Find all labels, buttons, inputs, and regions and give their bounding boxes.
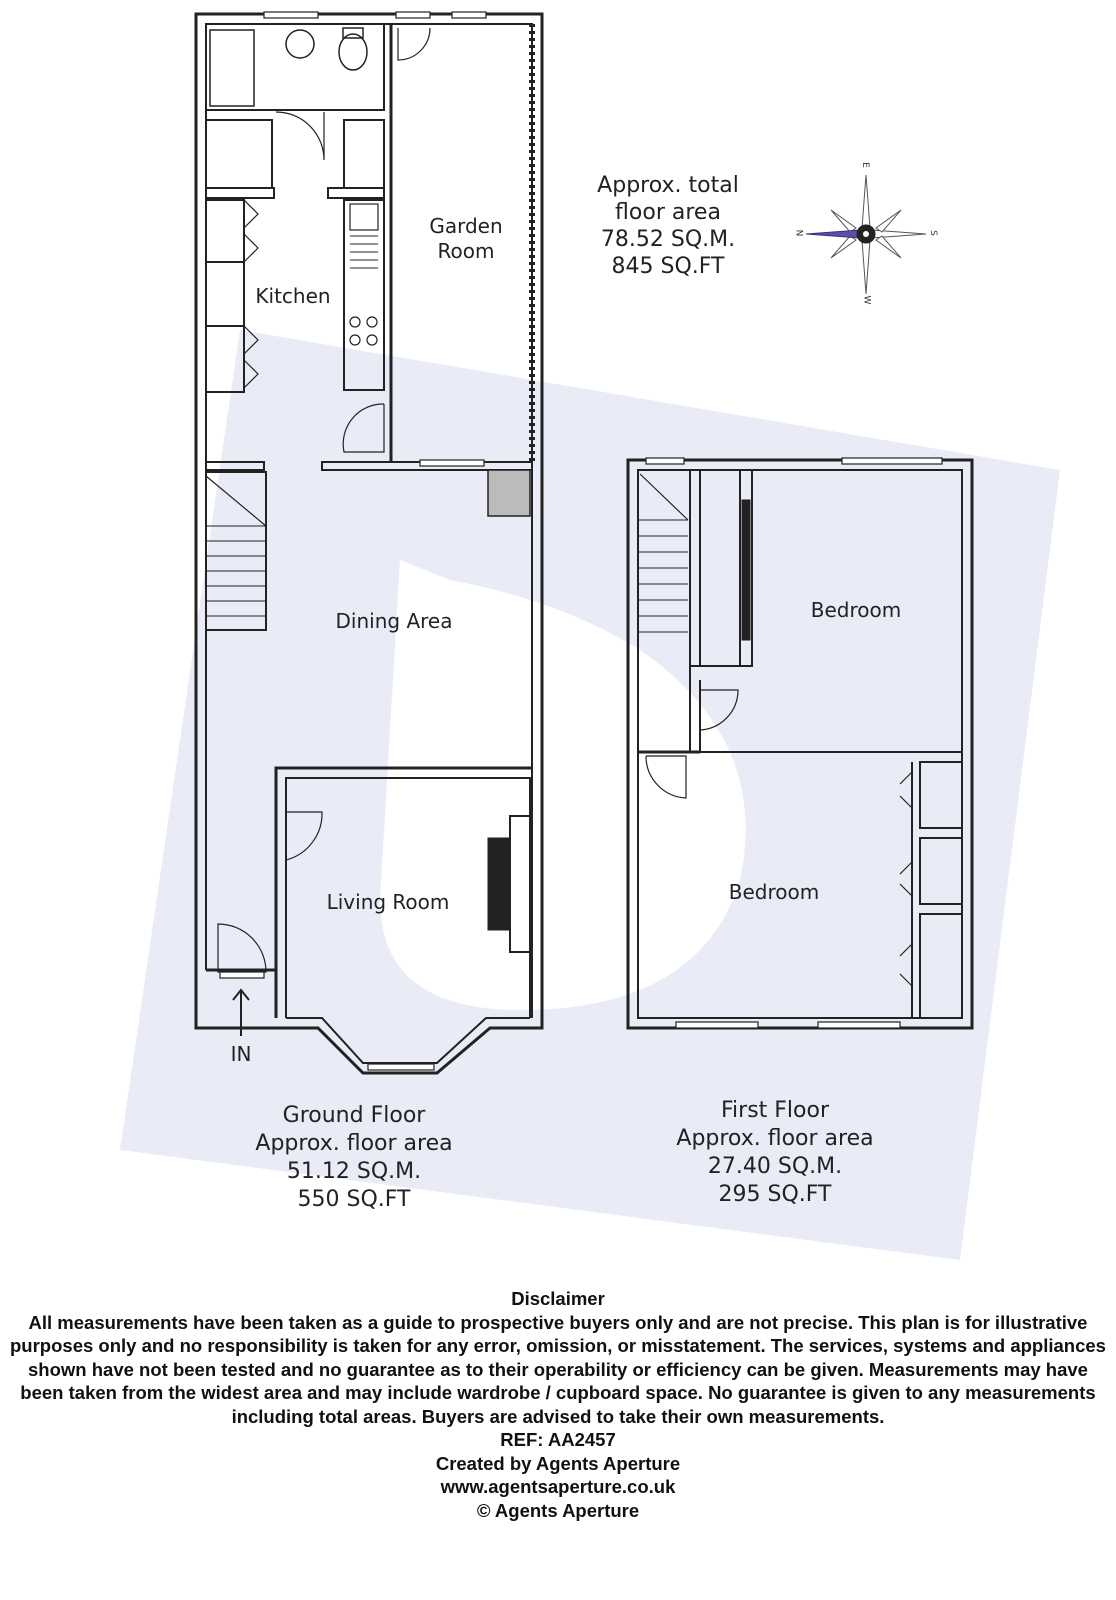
compass-west-label: W (861, 295, 872, 305)
first-floor-area-summary: First Floor Approx. floor area 27.40 SQ.M. 295 SQ.FT (676, 1098, 874, 1207)
created-by: Created by Agents Aperture (435, 1452, 681, 1474)
compass-north-label: N (793, 229, 804, 237)
room-label-living-room: Living Room (326, 890, 450, 914)
disclaimer-body: All measurements have been taken as a guide to prospective buyers only and are not precise. This plan is for illustrative purposes only and no responsibility is taken for any error, omission, or misstatement. The services, systems and appliances shown have not been tested and no guarantee as to their operability or efficiency can be given. Measurements may have been taken from the widest area and may include wardrobe / cupboard space. No guarantee is given to any measurements including total areas. Buyers are advised to take their own measurements. (10, 1311, 1106, 1427)
room-label-dining-area: Dining Area (335, 609, 453, 633)
reference-number: REF: AA2457 (500, 1429, 616, 1450)
room-label-bedroom-rear: Bedroom (810, 598, 902, 622)
ground-floor-area-summary: Ground Floor Approx. floor area 51.12 SQ.M. 550 SQ.FT (255, 1103, 453, 1212)
compass-rose (806, 175, 926, 294)
room-label-kitchen: Kitchen (255, 284, 331, 308)
disclaimer-block (10, 1287, 1106, 1522)
copyright-notice: © Agents Aperture (476, 1499, 640, 1521)
room-label-garden-room: Garden Room (429, 214, 503, 263)
disclaimer-title: Disclaimer (511, 1288, 605, 1309)
room-label-bedroom-front: Bedroom (728, 880, 820, 904)
website-link[interactable]: www.agentsaperture.co.uk (440, 1476, 676, 1497)
entrance-label: IN (230, 1042, 252, 1066)
compass-east-label: E (859, 162, 870, 168)
total-area-summary: Approx. total floor area 78.52 SQ.M. 845 SQ.FT (597, 173, 739, 279)
compass-south-label: S (927, 230, 938, 236)
